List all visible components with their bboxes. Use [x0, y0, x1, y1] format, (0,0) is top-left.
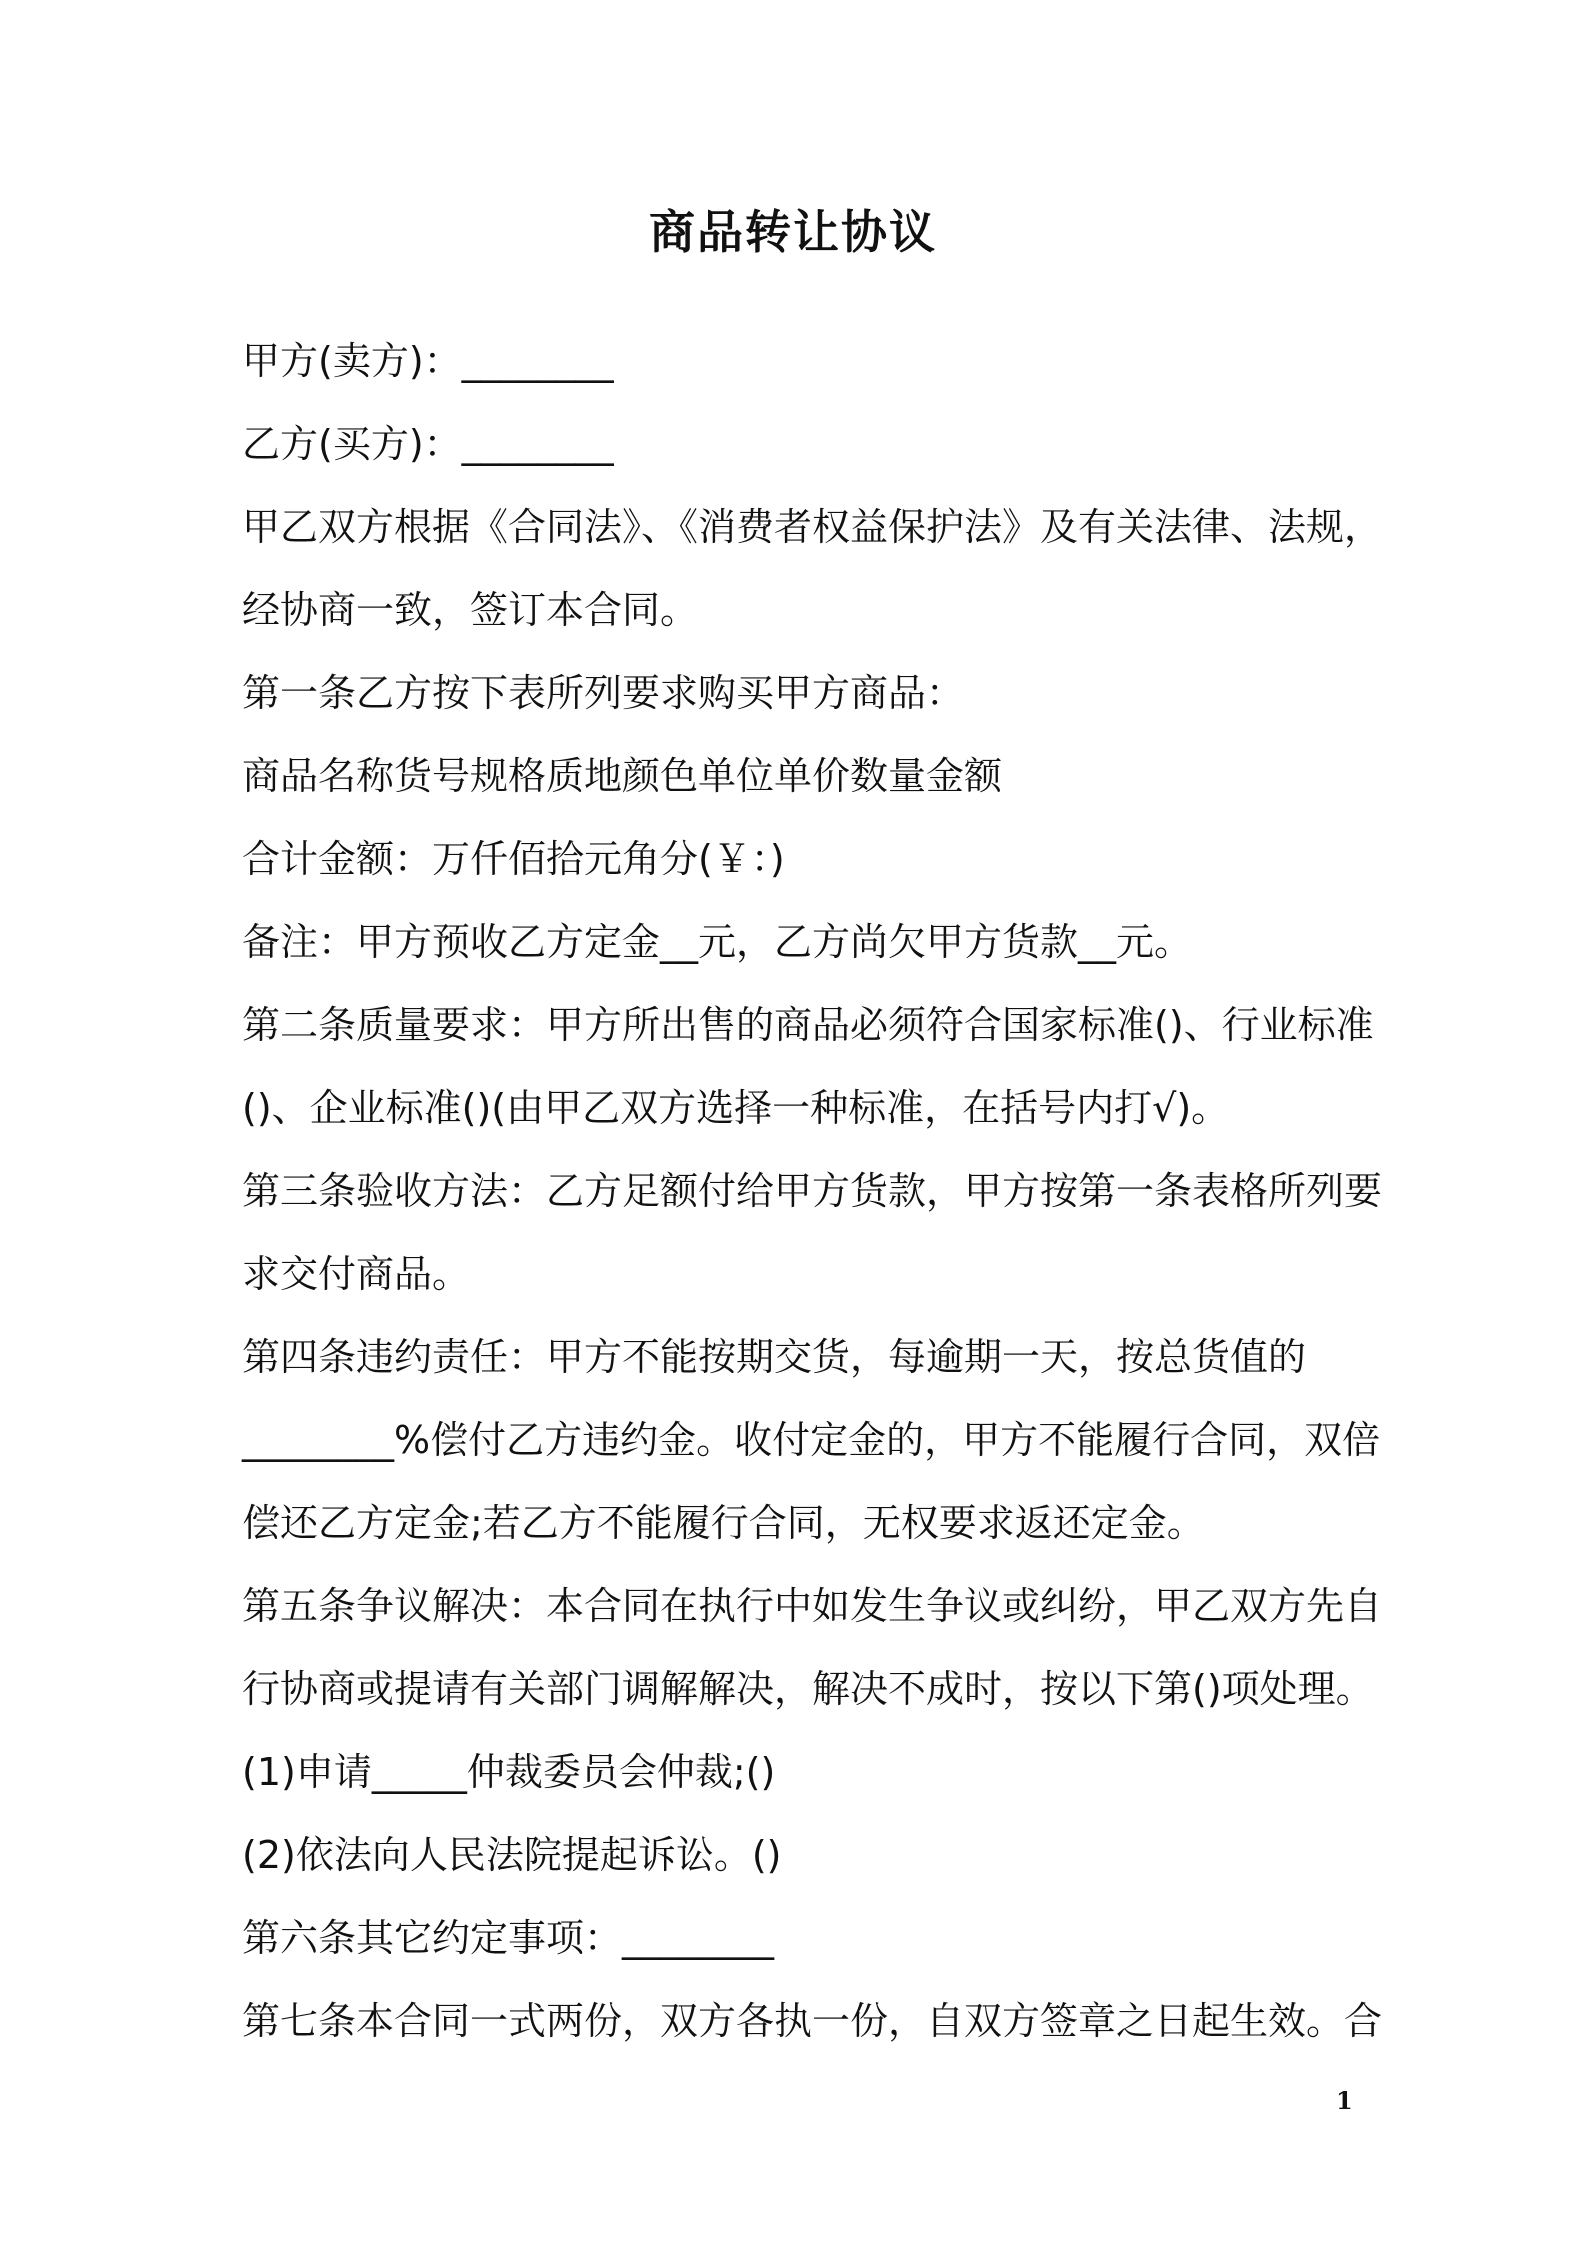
- article-5-option-1: (1)申请_____仲裁委员会仲裁;(): [242, 1750, 776, 1794]
- article-3-line-1: 第三条验收方法：乙方足额付给甲方货款，甲方按第一条表格所列要: [242, 1169, 1383, 1213]
- remark-line: 备注：甲方预收乙方定金__元，乙方尚欠甲方货款__元。: [242, 920, 1193, 964]
- article-5-option-2: (2)依法向人民法院提起诉讼。(): [242, 1833, 782, 1877]
- document-title: 商品转让协议: [649, 205, 937, 259]
- article-2-line-1: 第二条质量要求：甲方所出售的商品必须符合国家标准()、行业标准: [242, 1003, 1374, 1047]
- party-b-line: 乙方(买方)：________: [242, 422, 614, 466]
- preamble-line-1: 甲乙双方根据《合同法》、《消费者权益保护法》及有关法律、法规，: [242, 505, 1383, 549]
- article-4-line-2: ________%偿付乙方违约金。收付定金的，甲方不能履行合同，双倍: [242, 1418, 1381, 1462]
- article-2-line-2: ()、企业标准()(由甲乙双方选择一种标准，在括号内打√)。: [242, 1086, 1230, 1130]
- article-6-line: 第六条其它约定事项：________: [242, 1916, 775, 1960]
- article-4-line-1: 第四条违约责任：甲方不能按期交货，每逾期一天，按总货值的: [242, 1335, 1307, 1379]
- preamble-line-2: 经协商一致，签订本合同。: [242, 588, 699, 632]
- article-3-line-2: 求交付商品。: [242, 1252, 471, 1296]
- page-number: 1: [1336, 2086, 1353, 2115]
- article-5-line-1: 第五条争议解决：本合同在执行中如发生争议或纠纷，甲乙双方先自: [242, 1584, 1383, 1628]
- article-1-line: 第一条乙方按下表所列要求购买甲方商品：: [242, 671, 965, 715]
- article-5-line-2: 行协商或提请有关部门调解解决，解决不成时，按以下第()项处理。: [242, 1667, 1374, 1711]
- party-a-line: 甲方(卖方)：________: [242, 339, 614, 383]
- total-amount-line: 合计金额：万仟佰拾元角分(￥：): [242, 837, 785, 881]
- article-7-line: 第七条本合同一式两份，双方各执一份，自双方签章之日起生效。合: [242, 1999, 1383, 2043]
- article-4-line-3: 偿还乙方定金;若乙方不能履行合同，无权要求返还定金。: [242, 1501, 1205, 1545]
- table-header-line: 商品名称货号规格质地颜色单位单价数量金额: [242, 754, 1003, 798]
